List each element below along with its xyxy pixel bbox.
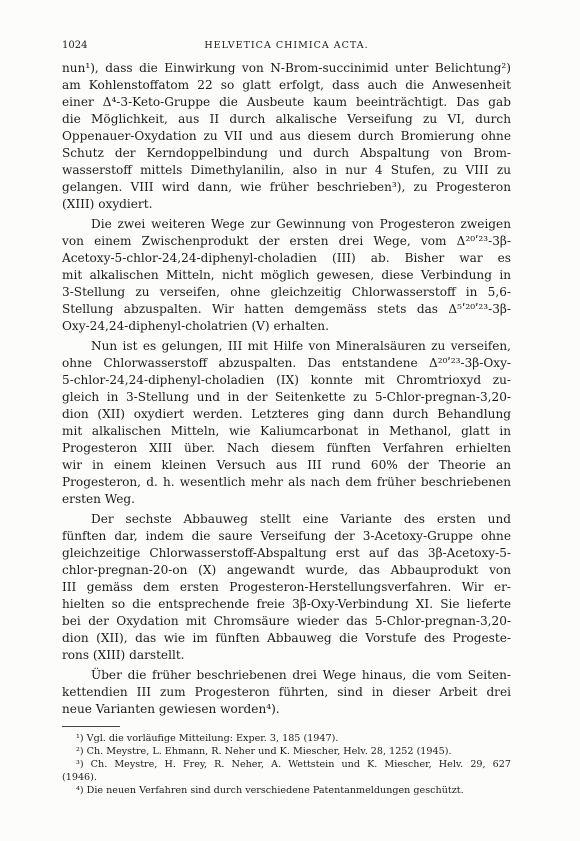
footnote: ⁴) Die neuen Verfahren sind durch verschiedene Patentanmeldungen geschützt. (76, 785, 464, 796)
text-line: kettendien III zum Progesteron führten, sind in dieser Arbeit drei (62, 685, 511, 699)
footnote: ³) Ch. Meystre, H. Frey, R. Neher, A. Wettstein und K. Miescher, Helv. 29, 627 (76, 759, 511, 770)
text-line: wir in einem kleinen Versuch aus III rund 60% der Theorie an (62, 458, 511, 472)
footnote: ¹) Vgl. die vorläufige Mitteilung: Exper. 3, 185 (1947). (76, 733, 339, 744)
text-line: mit alkalischen Mitteln, nicht möglich gewesen, diese Verbindung in (62, 268, 511, 282)
text-line: am Kohlenstoffatom 22 so glatt erfolgt, dass auch die Anwesenheit (62, 78, 511, 92)
text-line: (XIII) oxydiert. (62, 197, 153, 211)
text-line: Progesteron, d. h. wesentlich mehr als nach dem früher beschriebenen (62, 475, 511, 489)
text-line: hielten so die entsprechende freie 3β-Oxy-Verbindung XI. Sie lieferte (62, 597, 511, 611)
text-line: 5-chlor-24,24-diphenyl-choladien (IX) konnte mit Chromtrioxyd zu- (62, 373, 511, 387)
text-line: gleichzeitige Chlorwasserstoff-Abspaltung erst auf das 3β-Acetoxy-5- (62, 546, 511, 560)
text-line: gelangen. VIII wird dann, wie früher beschrieben³), zu Progesteron (62, 180, 511, 194)
text-line: nun¹), dass die Einwirkung von N-Brom-succinimid unter Belichtung²) (62, 61, 511, 75)
text-line: von einem Zwischenprodukt der ersten drei Wege, vom Δ²⁰ʹ²³-3β- (62, 234, 511, 248)
text-line: Stellung abzuspalten. Wir hatten demgemäss stets das Δ⁵ʹ²⁰ʹ²³-3β- (62, 302, 511, 316)
text-line: ersten Weg. (62, 492, 135, 506)
text-line: Oppenauer-Oxydation zu VII und aus diesem durch Bromierung ohne (62, 129, 511, 143)
journal-title: HELVETICA CHIMICA ACTA. (204, 40, 369, 51)
text-line: chlor-pregnan-20-on (X) angewandt wurde, das Abbauprodukt von (62, 563, 511, 577)
text-line: rons (XIII) darstellt. (62, 648, 185, 662)
text-line: Oxy-24,24-diphenyl-cholatrien (V) erhalten. (62, 319, 329, 333)
text-line: einer Δ⁴-3-Keto-Gruppe die Ausbeute kaum beeinträchtigt. Das gab (62, 95, 511, 109)
text-line: Nun ist es gelungen, III mit Hilfe von Mineralsäuren zu verseifen, (91, 339, 511, 353)
text-line: Schutz der Kerndoppelbindung und durch Abspaltung von Brom- (62, 146, 511, 160)
footnote: ²) Ch. Meystre, L. Ehmann, R. Neher und K. Miescher, Helv. 28, 1252 (1945). (76, 746, 452, 757)
text-line: III gemäss dem ersten Progesteron-Herstellungsverfahren. Wir er- (62, 580, 511, 594)
text-line: ohne Chlorwasserstoff abzuspalten. Das entstandene Δ²⁰ʹ²³-3β-Oxy- (62, 356, 511, 370)
text-line: die Möglichkeit, aus II durch alkalische Verseifung zu VI, durch (62, 112, 511, 126)
footnote-continuation: (1946). (62, 772, 97, 783)
running-header (62, 40, 511, 54)
text-line: wasserstoff mittels Dimethylanilin, also in nur 4 Stufen, zu VIII zu (62, 163, 511, 177)
text-line: mit alkalischen Mitteln, wie Kaliumcarbonat in Methanol, glatt in (62, 424, 511, 438)
text-line: Der sechste Abbauweg stellt eine Variante des ersten und (91, 512, 511, 526)
text-line: fünften dar, indem die saure Verseifung der 3-Acetoxy-Gruppe ohne (62, 529, 511, 543)
text-line: dion (XII), das wie im fünften Abbauweg die Vorstufe des Progeste- (62, 631, 511, 645)
text-line: Acetoxy-5-chlor-24,24-diphenyl-choladien (III) ab. Bisher war es (62, 251, 511, 265)
text-line: Die zwei weiteren Wege zur Gewinnung von Progesteron zweigen (91, 217, 511, 231)
text-line: 3-Stellung zu verseifen, ohne gleichzeitig Chlorwasserstoff in 5,6- (62, 285, 511, 299)
text-line: Progesteron XIII über. Nach diesem fünften Verfahren erhielten (62, 441, 511, 455)
text-line: Über die früher beschriebenen drei Wege hinaus, die vom Seiten- (91, 668, 511, 682)
text-line: neue Varianten gewiesen worden⁴). (62, 702, 280, 716)
text-line: dion (XII) oxydiert werden. Letzteres ging dann durch Behandlung (62, 407, 511, 421)
text-line: gleich in 3-Stellung und in der Seitenkette zu 5-Chlor-pregnan-3,20- (62, 390, 511, 404)
footnote-divider (62, 726, 120, 727)
text-line: bei der Oxydation mit Chromsäure wieder das 5-Chlor-pregnan-3,20- (62, 614, 511, 628)
page-number: 1024 (62, 40, 88, 51)
